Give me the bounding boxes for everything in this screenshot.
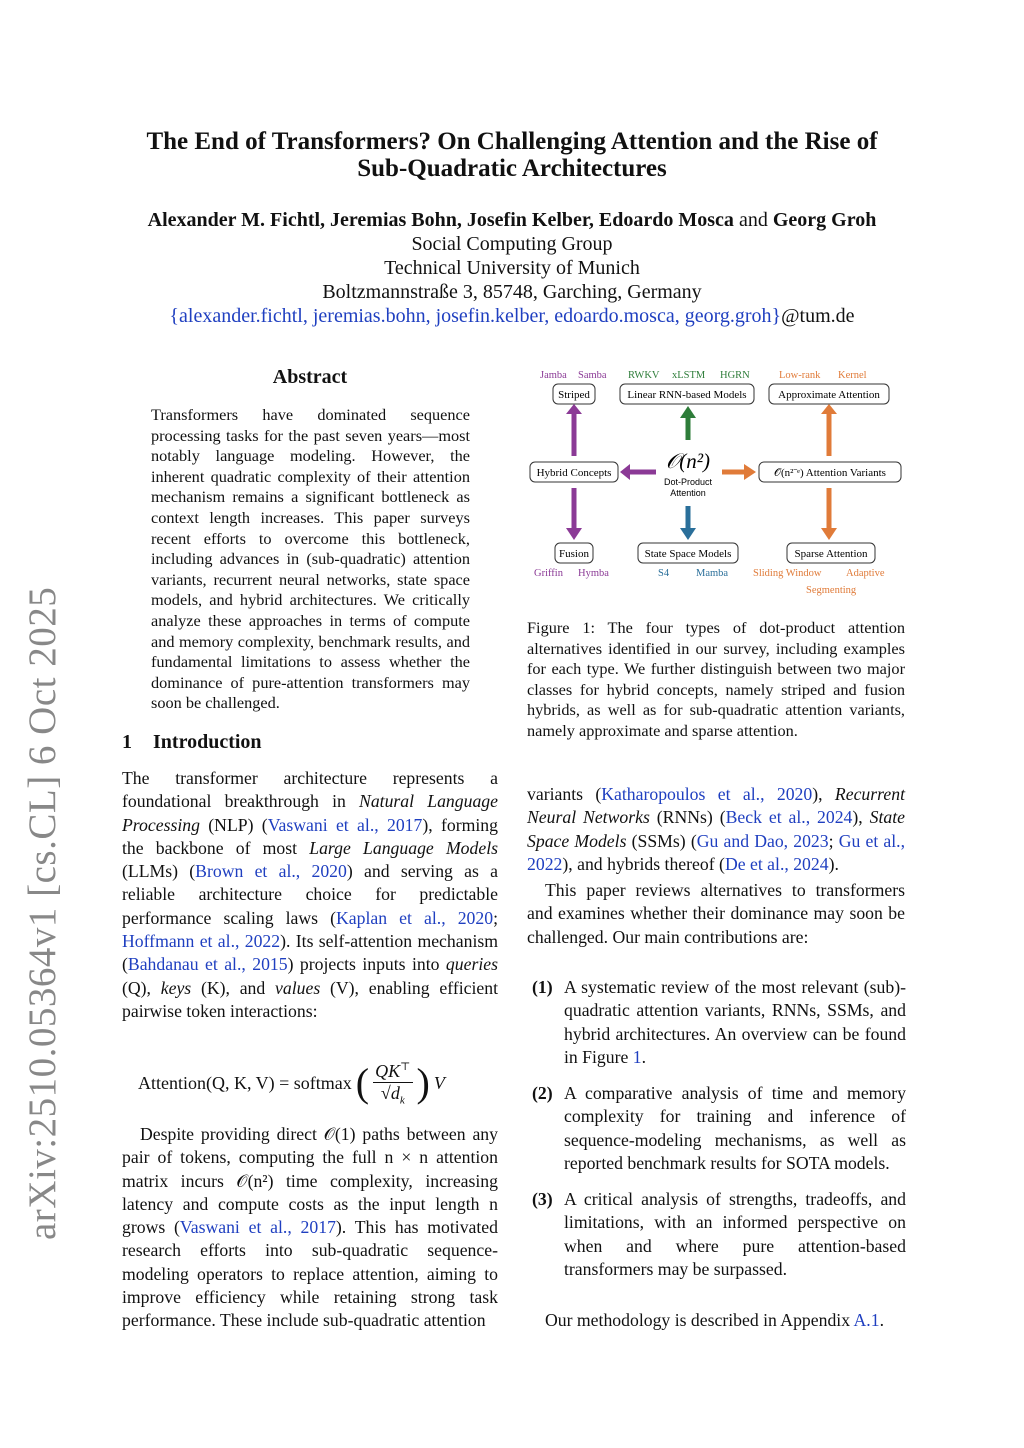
contribution-item-1 (532, 976, 906, 1069)
citation-link[interactable]: Gu and Dao, 2023 (696, 830, 829, 851)
text: ). Its self-attention mechanism ( (122, 931, 498, 975)
abstract-heading: Abstract (272, 366, 348, 388)
col2-paragraph-1 (527, 783, 905, 876)
authors-and: and (738, 209, 768, 231)
email-domain: @tum.de (781, 305, 855, 327)
center-sub-2: Attention (670, 488, 706, 498)
equation-lhs: Attention(Q, K, V) = softmax (138, 1072, 352, 1093)
col2-paragraph-2: This paper reviews alternatives to transformers and examines whether their dominance may soon be challenged. Our main contributions are: (527, 880, 905, 947)
text: (LLMs) ( (122, 861, 196, 882)
text: (SSMs) ( (626, 830, 697, 851)
example-jamba: Jamba (540, 370, 567, 381)
box-hybrid-label: Hybrid Concepts (536, 467, 612, 479)
affiliation-group: Social Computing Group (411, 233, 613, 255)
text: ), and hybrids thereof ( (562, 853, 725, 874)
example-mamba: Mamba (696, 568, 729, 579)
fraction (373, 1060, 412, 1107)
example-griffin: Griffin (534, 568, 563, 579)
right-paren: ) (416, 1060, 430, 1105)
text: The transformer architecture represents a foundational breakthrough in (122, 768, 498, 812)
citation-link[interactable]: Brown et al., 2020 (195, 861, 347, 882)
example-lowrank: Low-rank (779, 370, 821, 381)
text: (Q), (122, 977, 161, 998)
contribution-number: (3) (532, 1189, 553, 1209)
arrowhead-ssm (680, 528, 696, 540)
author-list (0, 208, 1024, 232)
arrowhead-hybrid (620, 464, 630, 480)
section-number: 1 (122, 731, 132, 753)
example-hymba: Hymba (578, 568, 609, 579)
affiliation-university: Technical University of Munich (384, 257, 640, 279)
fraction-denominator: $√d_k$ (380, 1082, 405, 1107)
text: (RNNs) ( (649, 807, 726, 828)
rnn-term: Recurrent Neural Networks (527, 784, 905, 828)
queries-term: queries (445, 954, 498, 975)
citation-link[interactable]: Katharopoulos et al., 2020 (601, 784, 813, 804)
contribution-item-3 (532, 1188, 906, 1281)
box-striped-label: Striped (558, 389, 590, 401)
example-rwkv: RWKV (628, 370, 660, 381)
text: (NLP) ( (199, 814, 268, 835)
contribution-item-2 (532, 1082, 906, 1175)
contribution-number: (1) (532, 977, 553, 997)
text: (V), enabling efficient pairwise token interactions: (122, 977, 498, 1021)
citation-link[interactable]: Vaswani et al., 2017 (267, 814, 423, 835)
example-s4: S4 (658, 568, 670, 579)
text: ) projects inputs into (287, 954, 446, 975)
methodology-line (527, 1309, 905, 1332)
left-paren: ( (355, 1060, 370, 1105)
text: Our methodology is described in Appendix (545, 1310, 854, 1330)
text: ), (812, 784, 835, 804)
arrowhead-striped (566, 404, 582, 414)
contribution-text: A systematic review of the most relevant (sub)-quadratic attention variants, RNNs, SSMs, and hybrid architectures. An overview can be found in Figure (564, 977, 906, 1067)
citation-link[interactable]: Bahdanau et al., 2015 (127, 954, 288, 975)
text: ; (828, 830, 839, 851)
citation-link[interactable]: Gu et al., 2022 (527, 830, 905, 874)
text: variants ( (527, 784, 602, 804)
citation-link[interactable]: Vaswani et al., 2017 (179, 1217, 336, 1238)
authors-main: Alexander M. Fichtl, Jeremias Bohn, Josefin Kelber, Edoardo Mosca (147, 209, 734, 231)
fraction-numerator (373, 1060, 412, 1083)
text: ; (493, 907, 498, 928)
box-approx-label: Approximate Attention (778, 389, 880, 401)
citation-link[interactable]: Hoffmann et al., 2022 (122, 931, 281, 952)
arrowhead-approx (821, 404, 837, 414)
example-xlstm: xLSTM (672, 370, 706, 381)
section-title: Introduction (153, 731, 262, 753)
text: ), forming the backbone of most (122, 814, 498, 858)
arrowhead-sparse (821, 528, 837, 540)
arxiv-identifier: arXiv:2510.05364v1 [cs.CL] 6 Oct 2025 (21, 586, 64, 1240)
contribution-text: A comparative analysis of time and memory complexity for training and inference of sequence-modeling mechanisms, as well as reported benchmark results for SOTA models. (564, 1083, 906, 1173)
denominator: d (390, 1082, 400, 1103)
intro-paragraph-2 (122, 1123, 498, 1333)
numerator: QK (375, 1060, 401, 1081)
keys-term: keys (160, 977, 192, 998)
box-variants-label: 𝒪(n²⁻ᵉ) Attention Variants (774, 467, 886, 479)
attention-equation (138, 1055, 445, 1111)
figure-ref-link[interactable]: 1 (632, 1046, 642, 1067)
example-samba: Samba (578, 370, 607, 381)
text: . (879, 1310, 884, 1330)
arrowhead-variants (744, 464, 756, 480)
box-sparse-label: Sparse Attention (794, 548, 868, 560)
section-heading (122, 731, 262, 754)
text: ), (852, 807, 870, 828)
box-ssm-label: State Space Models (644, 548, 732, 560)
paper-title (0, 128, 1024, 182)
ssm-term: State Space Models (527, 807, 905, 851)
abstract-text: Transformers have dominated sequence processing tasks for the past seven years—most notably language modeling. However, the inherent quadratic complexity of their attention mechanism remains a significant bottleneck as context length increases. This paper surveys recent efforts to overcome this bottleneck, including advances in (sub-quadratic) attention variants, recurrent neural networks, state space models, and hybrid architectures. We critically analyze these approaches in terms of compute and memory complexity, benchmark results, and fundamental limitations to assess whether the dominance of pure-attention transformers may soon be challenged. (151, 405, 470, 713)
text: ). (828, 853, 839, 874)
values-term: values (275, 977, 321, 998)
text: Despite providing direct 𝒪(1) paths between any pair of tokens, computing the full n × n attention matrix incurs 𝒪(n²) time complexity, increasing latency and compute costs as the input length n grows ( (122, 1124, 498, 1238)
text: . (641, 1046, 647, 1067)
figure-1-caption: Figure 1: The four types of dot-product attention alternatives identified in our survey, including examples for each type. We further distinguish between two major classes for hybrid concepts, namely striped and fusion hybrids, as well as for sub-quadratic attention variants, namely approximate and sparse attention. (527, 618, 905, 740)
intro-paragraph-1 (122, 767, 498, 1023)
title-line-2: Sub-Quadratic Architectures (357, 155, 667, 182)
appendix-ref-link[interactable]: A.1 (853, 1310, 880, 1330)
citation-link[interactable]: Kaplan et al., 2020 (336, 907, 494, 928)
example-adaptive: Adaptive (846, 568, 885, 579)
llm-term: Large Language Models (309, 837, 499, 858)
contribution-text: A critical analysis of strengths, tradeoffs, and limitations, with an informed perspective on when and where pure attention-based transformers may be surpassed. (564, 1189, 906, 1279)
box-linear-rnn-label: Linear RNN-based Models (627, 389, 747, 401)
email-link[interactable]: {alexander.fichtl, jeremias.bohn, josefin.kelber, edoardo.mosca, georg.groh} (169, 305, 782, 327)
denominator-sub: k (399, 1094, 405, 1107)
example-hgrn: HGRN (720, 370, 750, 381)
affiliation-address: Boltzmannstraße 3, 85748, Garching, Germany (322, 281, 702, 303)
equation-rhs: V (433, 1072, 445, 1093)
text: ). This has motivated research efforts into sub-quadratic sequence-modeling operators to replace attention, aiming to improve efficiency while retaining strong task performance. These include sub-quadratic attention (122, 1217, 499, 1331)
transpose: ⊤ (400, 1060, 411, 1073)
example-sliding-window: Sliding Window (753, 568, 822, 579)
arrowhead-linear-rnn (680, 406, 696, 418)
example-kernel: Kernel (838, 370, 867, 381)
contribution-number: (2) (532, 1083, 553, 1103)
nlp-term: Natural Language Processing (122, 791, 498, 835)
citation-link[interactable]: De et al., 2024 (724, 853, 829, 874)
center-sub-1: Dot-Product (663, 477, 713, 487)
example-segmenting: Segmenting (806, 585, 857, 596)
citation-link[interactable]: Beck et al., 2024 (725, 807, 853, 828)
center-complexity: 𝒪(n²) (665, 449, 711, 473)
figure-1-diagram (524, 366, 908, 602)
text: ) and serving as a reliable architecture choice for predictable performance scaling laws ( (122, 861, 498, 928)
box-fusion-label: Fusion (559, 548, 589, 560)
title-line-1: The End of Transformers? On Challenging Attention and the Rise of (146, 128, 878, 155)
authors-last: Georg Groh (772, 209, 877, 231)
text: (K), and (191, 977, 276, 998)
email-line (0, 304, 1024, 328)
arrowhead-fusion (566, 528, 582, 540)
